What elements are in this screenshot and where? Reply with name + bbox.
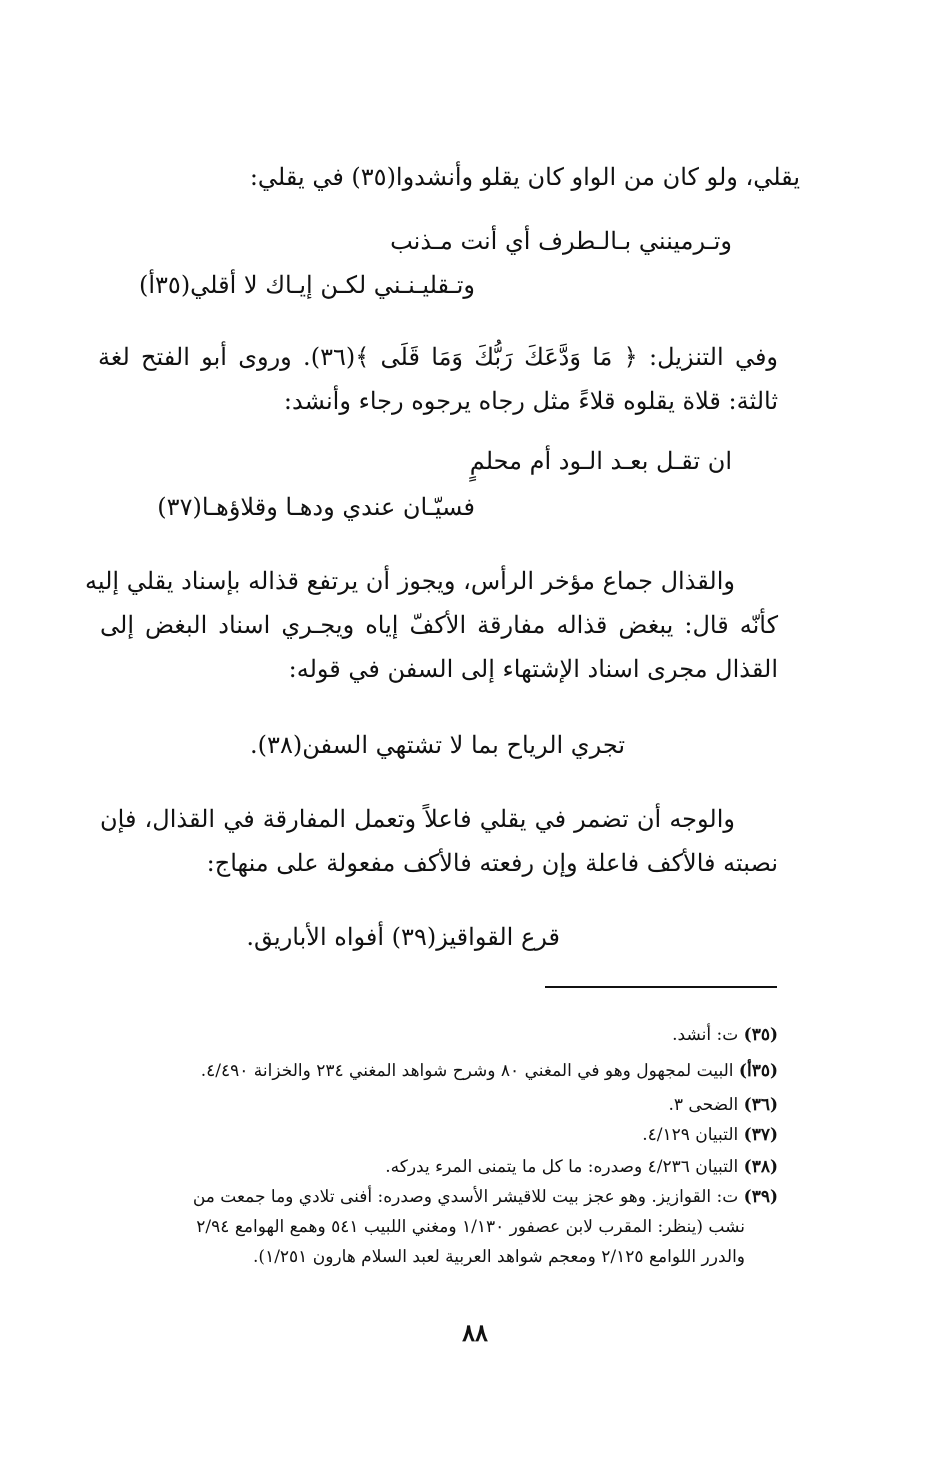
body-line-4: والقذال جماع مؤخر الرأس، ويجوز أن يرتفع قذاله بإسناد يقلي إليه [85, 567, 735, 595]
footnote-number: (٣٥أ) [738, 1061, 778, 1081]
body-line-8: نصبته فالأكف فاعلة وإن رفعته فالأكف مفعولة على منهاج: [206, 849, 778, 877]
page-number: ٨٨ [462, 1318, 488, 1347]
footnote-text: ت: القوازيز. وهو عجز بيت للاقيشر الأسدي وصدره: أفنى تلادي وما جمعت من [192, 1187, 739, 1207]
footnote-number: (٣٧) [743, 1125, 778, 1145]
body-line-2: وفي التنزيل: ﴿ مَا وَدَّعَكَ رَبُّكَ وَمَا قَلَى ﴾(٣٦). وروى أبو الفتح لغة [98, 343, 779, 371]
footnote-37 [642, 1122, 778, 1148]
body-line-7: والوجه أن تضمر في يقلي فاعلاً وتعمل المفارقة في القذال، فإن [100, 805, 735, 833]
footnote-39 [193, 1184, 778, 1210]
verse-3: تجري الرياح بما لا تشتهي السفن(٣٨). [250, 731, 625, 759]
footnote-number: (٣٦) [743, 1095, 778, 1115]
body-line-3: ثالثة: قلاة يقلوه قلاءً مثل رجاه يرجوه رجاء وأنشد: [283, 387, 778, 415]
footnote-text: التبيان ٤/٢٣٦ وصدره: ما كل ما يتمنى المرء يدركه. [385, 1157, 739, 1177]
verse-4: قرع القواقيز(٣٩) أفواه الأباريق. [246, 923, 560, 951]
footnote-36 [668, 1092, 778, 1118]
verse-1-first-hemistich: وتـرمينني بـالـطرف أي أنت مـذنب [390, 227, 732, 255]
footnote-35a [201, 1058, 778, 1084]
footnote-text: البيت لمجهول وهو في المغني ٨٠ وشرح شواهد المغني ٢٣٤ والخزانة ٤/٤٩٠. [200, 1061, 734, 1081]
footnote-text: ت: أنشد. [672, 1025, 739, 1045]
footnote-38 [385, 1154, 778, 1180]
body-line-5: كأنّه قال: يبغض قذاله مفارقة الأكفّ إياه ويجـري اسناد البغض إلى [100, 611, 778, 639]
verse-1-second-hemistich: وتـقليـنـني لكـن إيـاك لا أقلي(٣٥أ) [139, 271, 475, 299]
verse-2-second-hemistich: فسيّـان عندي ودهـا وقلاؤهـا(٣٧) [157, 493, 475, 521]
footnote-39-continuation-1: نشب (ينظر: المقرب لابن عصفور ١/١٣٠ ومغني اللبيب ٥٤١ وهمع الهوامع ٢/٩٤ [196, 1217, 745, 1237]
footnote-number: (٣٥) [743, 1025, 778, 1045]
body-line-6: القذال مجرى اسناد الإشتهاء إلى السفن في قوله: [288, 655, 778, 683]
footnote-text: الضحى ٣. [668, 1095, 739, 1115]
footnote-number: (٣٨) [743, 1157, 778, 1177]
footnote-number: (٣٩) [743, 1187, 778, 1207]
verse-2-first-hemistich: ان تقـل بعـد الـود أم محلمٍ [469, 447, 732, 475]
footnote-35 [672, 1022, 778, 1048]
footnote-text: التبيان ٤/١٢٩. [642, 1125, 739, 1145]
footnote-separator [545, 986, 777, 988]
body-line-1: يقلي، ولو كان من الواو كان يقلو وأنشدوا(٣٥) في يقلي: [249, 163, 800, 191]
footnote-39-continuation-2: والدرر اللوامع ٢/١٢٥ ومعجم شواهد العربية لعبد السلام هارون ١/٢٥١). [253, 1247, 745, 1267]
